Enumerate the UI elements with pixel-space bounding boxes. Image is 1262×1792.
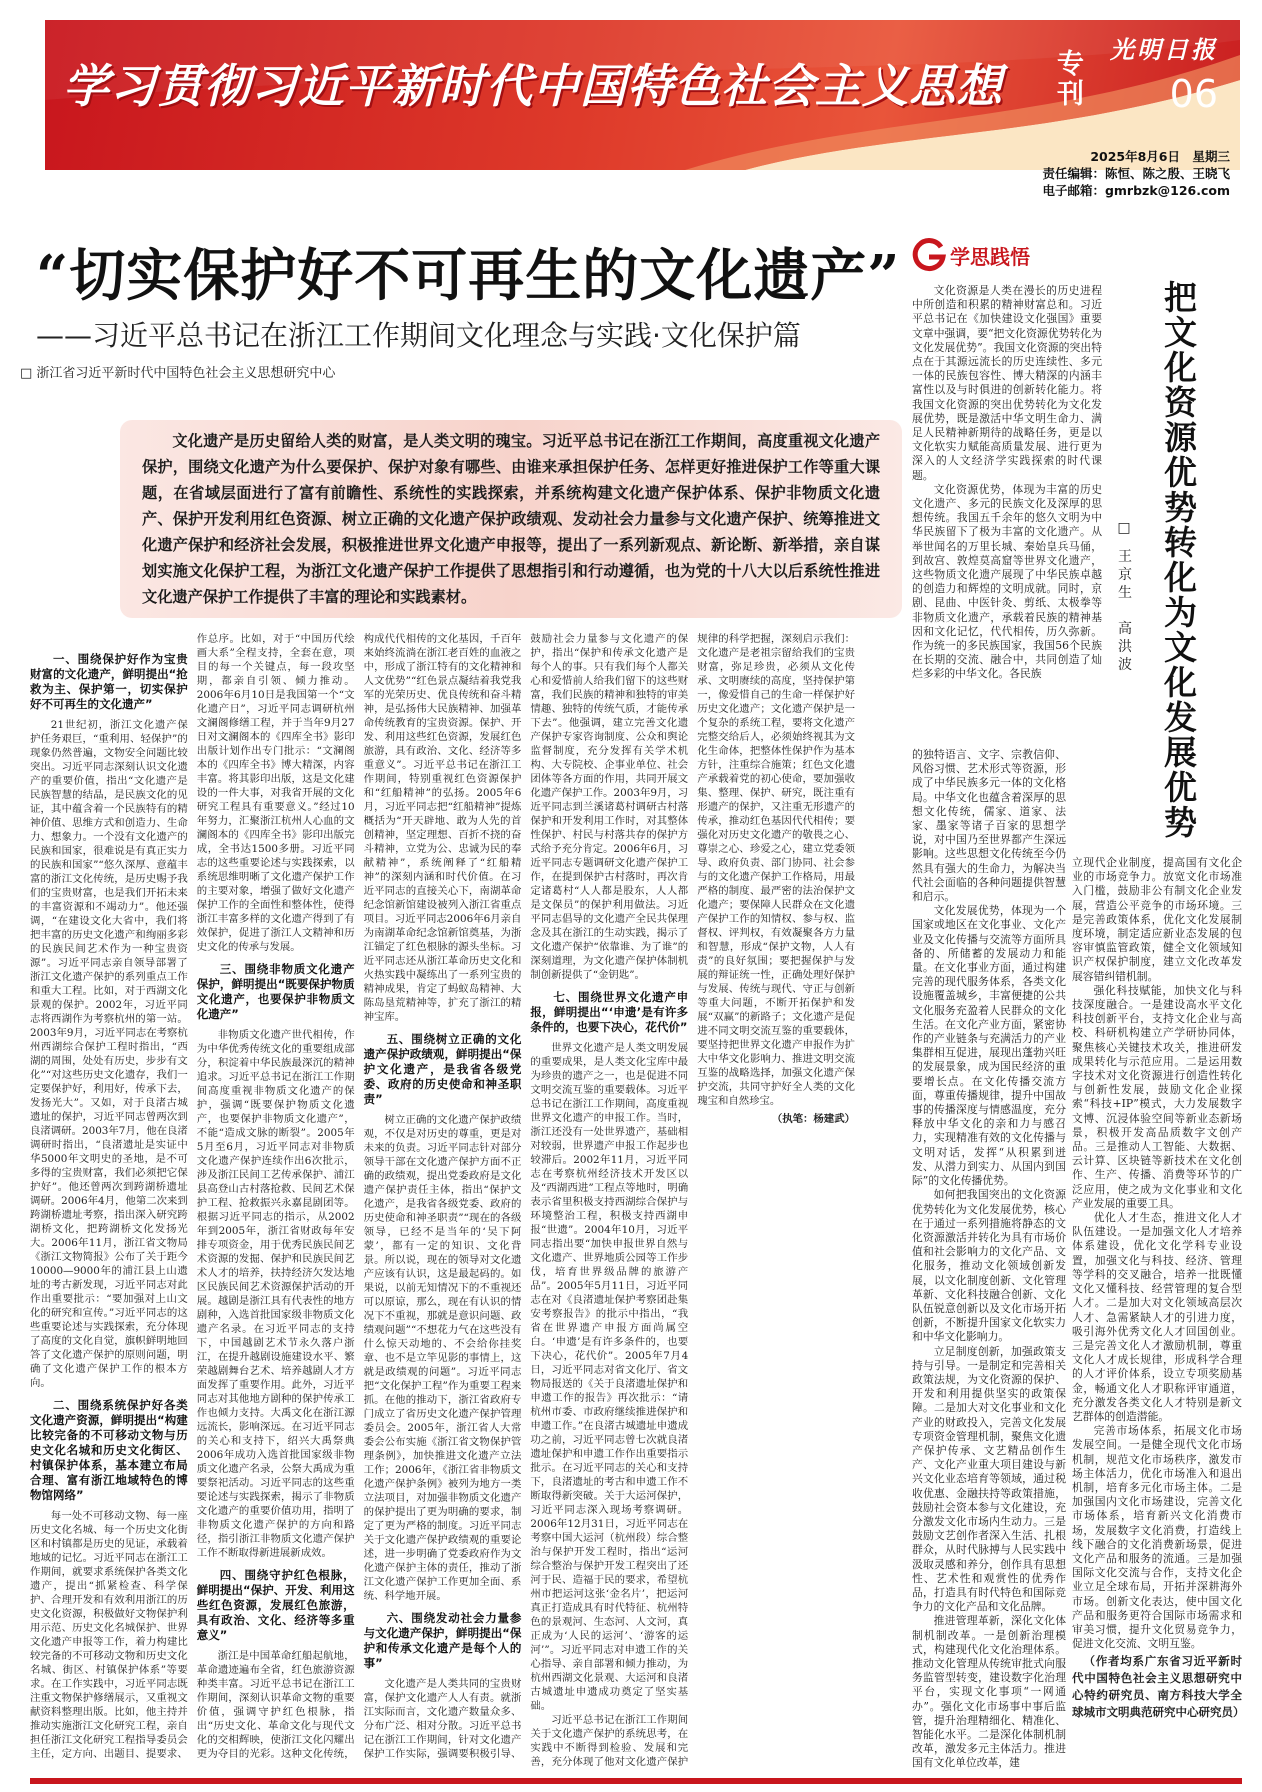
paragraph — [530, 1041, 688, 1713]
sidebar-column-left — [912, 748, 1066, 1771]
paragraph-part: 化遗产、世界地质公园等工作步伐，培育世界级品牌的旅游产品”。2005年5月11日，习近平同志在对《良渚遗址保护考察团赴集安考察报告》的批示中指出，“我省在世界遗产申报方面尚属空白。‘申遗’是有许多条件的，也要下决心，花代价”。2005年7月4日，习近平同志对省文化厅、省文物局报送的《关于良渚遗址保护和申遗工作的报告》再次批示：“请杭州市委、市政府继续推进保护和申遗工作。”在良渚古城遗址申遗成功之前，习近平同志曾七次就良渚遗址保护和申遗工作作出重要指示批示。在习近平同志的关心和支持下，良渚遗址的考古和申遗工作不断取得新突破。关于大运河保护，习近平同志深入现场考察调研。2006年12月31日，习近平同志在考察中国大运河（杭州段）综合整治与保护开发工程时，指出“运河综合整治与保护开发工程突出了还河于民、造福于民的要求，希望杭州市把运河这张‘金名片’，把运河真正打造成具有时代特征、杭州特色的景观河、生态河、人文河，真正成为‘人民的运河’、‘游客的运河’”。习近平同志对申遗工作的关心指导、亲自部署和倾力推动，为杭州西湖文化景观、大运河和良渚古城遗址申遗成功奠定了坚实基础。 — [530, 1252, 689, 1712]
subheadline: ——习近平总书记在浙江工作期间文化理念与实践·文化保护篇 — [36, 319, 801, 352]
author-bio: （作者均系广东省习近平新时代中国特色社会主义思想研究中心特约研究员、南方科技大学全球城市文明典范研究中心研究员） — [1072, 1654, 1245, 1720]
section-heading: 二、围绕系统保护好各类文化遗产资源，鲜明提出“构建比较完备的不可移动文物与历史文化名城和历史文化街区、村镇保护体系，基本建立布局合理、富有浙江地域特色的博物馆网络” — [30, 1398, 188, 1502]
paragraph-part: 移动文物和历史文化名城、街区、村镇保护体系”等要求。在工作实践中，习近平同志既注重文物保护修缮展示，又重视文献资料整理出版。比如，他主持并推动实施浙江文化研究工程，亲自担任浙江文化研究工程指导委员会主任，定方向、出题目、提要求、作总序。比如，对于“中国历代绘画大系”全程支持，全套在意，项目的每一个关键点，每一段攻坚期，都亲自引领、倾力推动。2006年6月10日是我国第一个“文化遗产日”，习近平同志调研杭州文澜阁修缮工程，并于当年9月27日对文澜阁本的《四库全书》影印出版计划作出专门批示：“文澜阁本的《四库全书》博大精深，内容丰富。将其影印出版，这是文化建设的一件大事，对我省开展的文化研究工程具有重要意义。”经过10年努力，汇聚浙江杭州人心血的文澜阁本的《四库全书》影印出版完成，全书达1500多册。习近平同志的这些重要论述与实践探索，以系统思维明晰了文化遗产保护工作的主要对象，增强了做好文化遗产保护工作的全面性和整体性，使得浙江丰富多样的文化遗产得到了有效保护，促进了浙江人文精神和历史文化的传承与发展。 — [30, 633, 355, 1760]
paragraph — [364, 1113, 522, 1603]
paragraph: 浙江是中国革命红船起航地，革命遗迹遍布全省，红色旅游资源种类丰富。习近平总书记在浙江工作期间，深刻认识革命文物的重要价值，强调守护红色根脉，指出“历史文化、革命文化与现代文化的交相辉映，使浙江文化闪耀出更为夺目的光彩。这种文化传统，构成代代相传的文化基因，千百年来始终流淌在浙江老百姓的血液之中，形成了浙江特有的文化精神和人文优势”“红色景点凝结着我党我军的光荣历史、优良传统和奋斗精神，是弘扬伟大民族精神、加强革命传统教育的宝贵资源。保护、开发、利用这些红色资源，发展红色旅游，具有政治、文化、经济等多重意义”。习近平总书记在浙江工作期间，特别重视红色资源保护和“红船精神”的弘扬。2005年6月，习近平同志把“红船精神”提炼概括为“开天辟地、敢为人先的首创精神，坚定理想、百折不挠的奋斗精神，立党为公、忠诚为民的奉献精神”，系统阐释了“红船精神”的深刻内涵和时代价值。在习近平同志的直接关心下，南湖革命纪念馆新馆建设被列入浙江省重点项目。习近平同志2006年6月亲自为南湖革命纪念馆新馆奠基，为浙江锚定了红色根脉的源头坐标。习近平同志还从浙江革命历史文化和火热实践中凝练出了一系列宝贵的精神成果，肯定了蚂蚁岛精神、大陈岛垦荒精神等，扩充了浙江的精神宝库。 — [196, 633, 522, 1760]
paragraph-part: 树立正确的文化遗产保护政绩观，不仅是对历史的尊重，更是对未来的负责。习近平同志针对部分领导干部在文化遗产保护方面不正确的政绩观，提出党委政府是文化遗产保护责任主体，指出“保护文化遗产，是我省各级党委、政府的历史使命和神圣职责”“现在的各级领导，已经不是当年的‘吴下阿蒙’，都有一定的知识、文化背景。所以说，现在的领导对文化遗产应该有认识，这是最起码的。如果说，以前无知情况下的不重视还可以原谅，那么，现在有认识的情况下不重视，那就是意识问题、政绩观问题”“不想花力气在这些没有什么惊天动地的、不会给你挂奖章、也不是立竿见影的事情上，这就是政绩观的问题”。习近平同志把“文化保护工程”作为重要工程来抓。在他的推动下，浙江省政府专门成立了省历 — [363, 1114, 522, 1420]
article-body — [30, 632, 855, 1772]
paragraph: 立足制度创新，加强政策支持与引导。一是制定和完善相关政策法规，为文化资源的保护、开发和利用提供坚实的政策保障。二是加大对文化事业和文化产业的财政投入，完善文化发展专项资金管理机制，聚焦文化遗产保护传承、文艺精品创作生产、文化产业重大项目建设与新兴文化业态培育等领域，通过税收优惠、金融扶持等政策措施，鼓励社会资本参与文化建设，充分激发文化市场内生动力。三是鼓励文艺创作者深入生活、扎根群众，从时代脉搏与人民实践中汲取灵感和养分，创作具有思想性、艺术性和观赏性的优秀作品，打造具有时代特色和国际竞争力的文化产品和文化品牌。 — [912, 1344, 1066, 1614]
paragraph-part: 每一处不可移动文物、每一座历史文化名城、每一个历史文化街区和村镇都是历史的见证，承载着地域的记忆。习近平同志在浙江工作期间，就要求系统保护各类文化遗产，提出“抓紧检查、科学保护、合理开发和有效利用浙江的历史文化资源，积极做好文物保护利用示范、历史文化名城保护、世界文化遗产申报等工作，着力构建比较完备的不可 — [30, 1510, 188, 1662]
issue-meta — [1042, 148, 1230, 199]
paragraph-part: 史文化遗产保护管理委员会。2005年，浙江省人大常委会公布实施《浙江省文物保护管理条例》，加快推进文化遗产立法工作；2006年，《浙江省非物质文化遗产保护条例》被列为地方一类立法项目，对加强非物质文化遗产的保护提出了更为明确的要求，制定了更为严格的制度。习近平同志关于文化遗产保护政绩观的重要论述，进一步明确了党委政府作为文化遗产保护主体的责任，推动了浙江文化遗产保护工作更加全面、系统、科学地开展。 — [363, 1408, 522, 1602]
paragraph-part: 浙江非物质文化遗产保护工作不断取得新进展新成效。 — [196, 1533, 355, 1559]
paragraph: 文化资源是人类在漫长的历史进程中所创造和积累的精神财富总和。习近平总书记在《加快建设文化强国》重要文章中强调，要“把文化资源优势转化为文化发展优势”。我国文化资源的突出特点在于其源远流长的历史连续性、多元一体的民族包容性、博大精深的内涵丰富性以及与时俱进的创新转化能力。将我国文化资源的突出优势转化为文化发展优势，既是激活中华文明生命力、满足人民精神新期待的战略任务，更是以文化软实力赋能高质量发展、进行更为深入的人文经济学实践探索的时代课题。 — [912, 284, 1102, 482]
page-number: 06 — [1169, 72, 1218, 116]
paragraph: 立现代企业制度，提高国有文化企业的市场竞争力。放宽文化市场准入门槛，鼓励非公有制文化企业发展，营造公平竞争的市场环境。三是完善政策体系，优化文化发展制度环境，制定适应新业态发展的包容审慎监管政策，健全文化领域知识产权保护制度，建立文化改革发展容错纠错机制。 — [1072, 856, 1242, 983]
paragraph: 如何把我国突出的文化资源优势转化为文化发展优势，核心在于通过一系列措施将静态的文化资源激活并转化为具有市场价值和社会影响力的文化产品、文化服务，推动文化领域创新发展，以文化制度创新、文化管理革新、文化科技融合创新、文化队伍锐意创新以及文化市场开拓创新，不断提升国家文化软实力和中华文化影响力。 — [912, 1188, 1066, 1344]
paragraph: 文化遗产是人类共同的宝贵财富，保护文化遗产人人有责。就浙江实际而言，文化遗产数量众多、分布广泛、相对分散。习近平总书记在浙江工作期间，针对文化遗产保护工作实际，强调要积极引导、鼓励社会力量参与文化遗产的保护，指出“保护和传承文化遗产是每个人的事。只有我们每个人都关心和爱惜前人给我们留下的这些财富，我们民族的精神和独特的审美情趣、独特的传统气质，才能传承下去”。他强调，建立完善文化遗产保护专家咨询制度、公众和舆论监督制度，充分发挥有关学术机构、大专院校、企事业单位、社会团体等各方面的作用，共同开展文化遗产保护工作。2003年9月，习近平同志到兰溪诸葛村调研古村落保护和开发利用工作时，对其整体性保护、村民与村落共存的保护方式给予充分肯定。2006年6月，习近平同志专题调研文化遗产保护工作，在提到保护古村落时，再次肯定诸葛村“人人都是股东，人人都是文保员”的保护利用做法。习近平同志倡导的文化遗产全民共保理念及其在浙江的生动实践，揭示了文化遗产保护“依靠谁、为了谁”的深刻道理，为文化遗产保护体制机制创新提供了“金钥匙”。 — [363, 633, 689, 1760]
paragraph: 完善市场体系，拓展文化市场发展空间。一是健全现代文化市场机制，规范文化市场秩序，激发市场主体活力，优化市场准入和退出机制，培育多元化市场主体。二是加强国内文化市场建设，完善文化市场体系，培育新兴文化消费市场，发展数字文化消费，打造线上线下融合的文化消费新场景，促进文化产品和服务的流通。三是加强国际文化交流与合作，支持文化企业立足全球布局，开拓并深耕海外市场。创新文化表达，使中国文化产品和服务更符合国际市场需求和审美习惯，提升文化贸易竞争力，促进文化交流、文明互鉴。 — [1072, 1424, 1242, 1651]
column-name: 学思践悟 — [950, 244, 1030, 269]
newspaper-logo: 光明日报 — [1110, 35, 1218, 64]
byline: □ 浙江省习近平新时代中国特色社会主义思想研究中心 — [20, 366, 336, 381]
paragraph: 强化科技赋能，加快文化与科技深度融合。一是建设高水平文化科技创新平台，支持文化企业与高校、科研机构建立产学研协同体，聚焦核心关键技术攻关，推进研发成果转化与示范应用。二是运用数字技术对文化资源进行创造性转化与创新性发展，鼓励文化企业探索“科技+IP”模式，大力发展数字文博、沉浸体验空间等新业态新场景，积极开发高品质数字文创产品。三是推动人工智能、大数据、云计算、区块链等新技术在文化创作、生产、传播、消费等环节的广泛应用，使之成为文化事业和文化产业发展的重要工具。 — [1072, 983, 1242, 1210]
editor-email: 电子邮箱：gmrbzk@126.com — [1042, 183, 1230, 198]
paragraph — [197, 1028, 355, 1560]
paragraph: 文化资源优势，体现为丰富的历史文化遗产、多元的民族文化及深厚的思想传统。我国五千余年的悠久文明为中华民族留下了极为丰富的文化遗产。从举世闻名的万里长城、秦始皇兵马俑，到故宫、敦煌莫高窟等世界文化遗产，这些物质文化遗产展现了中华民族卓越的创造力和辉煌的文明成就。同时，京剧、昆曲、中医针灸、剪纸、太极拳等非物质文化遗产，承载着民族的精神基因和文化记忆，代代相传，历久弥新。作为统一的多民族国家，我国56个民族在长期的交流、融合中，共同创造了灿烂多彩的中华文化。各民族 — [912, 482, 1102, 681]
paragraph: 优化人才生态，推进文化人才队伍建设。一是加强文化人才培养体系建设，优化文化学科专业设置，加强文化与科技、经济、管理等学科的交叉融合，培养一批既懂文化又懂科技、经营管理的复合型人才。二是加大对文化领域高层次人才、急需紧缺人才的引进力度，吸引海外优秀文化人才回国创业。三是完善文化人才激励机制，尊重文化人才成长规律，形成科学合理的人才评价体系，设立专项奖励基金，畅通文化人才职称评审通道，充分激发各类文化人才特别是新文艺群体的创造潜能。 — [1072, 1211, 1242, 1423]
paragraph-part: 非物质文化遗产世代相传，作为中华优秀传统文化的重要组成部分，积淀着中华民族最深沉的精神追求。习近平总书记在浙江工作期间高度重视非物质文化遗产的保护，强调“既要保护物质文化遗产，也要保护非物质文化遗产”，不能“造成文脉的断裂”。2005年5月至6月，习近平同志对非物质文化遗产保护连续作出6次批示，涉及浙江民间工艺传承保护、浦江县高登山古村落抢救、民间艺术保护工程、抢救振兴永嘉昆剧团等。根据习近平同志的指示，从2002年到2005年，浙江省财政每年安排专项资金，用于优秀民族民间艺术资源的发掘、保护和民族民间艺术人才的培养，扶持经济欠发达地区民族民间艺术资源保护活动的开展。越剧是浙江具有代表性的地方剧种，入选首批国家级非物质文化遗产名录。在习近平同志的支持下，中国越剧艺术节永久落户浙江，在提升越剧设施建设水平、繁荣越剧舞台艺术、培养越剧人才方面发挥了重要作用。此外，习近平同志对其他地方剧种的保护传承工作也倾力支持。大禹文化在浙江源远流长，影响深远。在习近平同志的关心和支持下，绍兴大禹祭典2006年成功入选首批国家级非物质文化遗产名录，公祭大禹成为重要祭祀活动。习近平同志的这些重要论述与实践探索，揭示了非物质文化遗产的重要价值功用，指明了非物质文化遗产保护的方向和路径，指引 — [196, 1029, 355, 1545]
paragraph-part: 世界文化遗产是人类文明发展的重要成果，是人类文化宝库中最为珍贵的遗产之一，也是促进不同文明交流互鉴的重要载体。习近平总书记在浙江工作期间，高度重视世界文化遗产的申报工作。当时，浙江还没有一处世界遗产，基础相对较弱，世界遗产申报工作起步也较滞后。2002年11月，习近平同志在考察杭州经济技术开发区以及“西湖西进”工程点等地时，明确表示省里积极支持西湖综合保护与环境整治工程，积极支持西湖申报“世遗”。2004年10月，习近平同志指出要“加快申报世界自然与文 — [530, 1042, 689, 1264]
issue-date: 2025年8月6日 星期三 — [1090, 149, 1230, 164]
footer-rule — [30, 1778, 1242, 1784]
section-heading: 四、围绕守护红色根脉，鲜明提出“保护、开发、利用这些红色资源，发展红色旅游，具有政治、文化、经济等多重意义” — [196, 1568, 355, 1642]
paragraph: 的独特语言、文字、宗教信仰、风俗习惯、艺术形式等资源，形成了中华民族多元一体的文化格局。中华文化也蕴含着深厚的思想文化传统，儒家、道家、法家、墨家等诸子百家的思想学说，对中国乃至世界都产生深远影响。这些思想文化传统至今仍然具有强大的生命力，为解决当代社会面临的各种问题提供智慧和启示。 — [912, 748, 1066, 904]
sidebar-authors: □ 王京生 高洪波 — [1116, 520, 1132, 675]
column-logo — [912, 238, 1030, 272]
section-heading: 五、围绕树立正确的文化遗产保护政绩观，鲜明提出“保护文化遗产，是我省各级党委、政府的历史使命和神圣职责” — [363, 1032, 522, 1106]
section-heading: 一、围绕保护好作为宝贵财富的文化遗产，鲜明提出“抢救为主、保护第一，切实保护好不可再生的文化遗产” — [30, 652, 188, 711]
section-heading: 七、围绕世界文化遗产申报，鲜明提出“‘申遗’是有许多条件的，也要下决心，花代价” — [530, 990, 689, 1034]
sidebar-column-right — [1072, 856, 1245, 1721]
sidebar-upper — [912, 284, 1102, 746]
banner-title: 学习贯彻习近平新时代中国特色社会主义思想 — [63, 59, 1003, 113]
headline: “切实保护好不可再生的文化遗产” — [36, 243, 901, 309]
author-signature: （执笔：杨建武） — [771, 1113, 855, 1125]
sidebar-title: 把文化资源优势转化为文化发展优势 — [1159, 280, 1198, 840]
paragraph: 习近平总书记在浙江工作期间关于文化遗产保护的系统思考，在实践中不断得到检验、发展和完善，充分体现了他对文化遗产保护规律的科学把握，深刻启示我们：文化遗产是老祖宗留给我们的宝贵财富，弥足珍贵，必须从文化传承、文明赓续的高度，坚持保护第一，像爱惜自己的生命一样保护好历史文化遗产；文化遗产保护是一个复杂的系统工程，要将文化遗产完整交给后人，必须始终视其为文化生命体，把整体性保护作为基本方针，注重综合施策；红色文化遗产承载着党的初心使命，要加强收集、整理、保护、研究，既注重有形遗产的保护，又注重无形遗产的传承，推动红色基因代代相传；要强化对历史文化遗产的敬畏之心、尊崇之心、珍爱之心，建立党委领导、政府负责、部门协同、社会参与的文化遗产保护工作格局，用最严格的制度、最严密的法治保护文化遗产；要保障人民群众在文化遗产保护工作的知情权、参与权、监督权、评判权，有效凝聚各方力量和智慧，形成“保护文物，人人有责”的良好氛围；要把握保护与发展的辩证统一性，正确处理好保护与发展、传统与现代、守正与创新等重大问题，不断开拓保护和发展“双赢”的新路子；文化遗产是促进不同文明交流互鉴的重要载体，要坚持把世界文化遗产申报作为扩大中华文化影响力、推进文明交流互鉴的战略选择，加强文化遗产保护交流，共同守护好全人类的文化瑰宝和自然珍宝。 — [530, 633, 855, 1768]
banner-tag: 专刊 — [1057, 49, 1084, 110]
paragraph: 21世纪初，浙江文化遗产保护任务艰巨，“重利用、轻保护”的现象仍然普遍，文物安全问题比较突出。习近平同志深刻认识文化遗产的重要价值，指出“文化遗产是民族智慧的结晶，是民族文化的见证，其中蕴含着一个民族特有的精神价值、思维方式和创造力、生命力、想象力。一个没有文化遗产的民族和国家，很难说是有真正实力的民族和国家”“悠久深厚、意蕴丰富的浙江文化传统，是历史赐予我们的宝贵财富，也是我们开拓未来的丰富资源和不竭动力”。他还强调，“在建设文化大省中，我们将把丰富的历史文化遗产和绚丽多彩的民族民间艺术作为一种宝贵资源”。习近平同志亲自领导部署了浙江文化遗产保护的系列重点工作和重大工程。比如，对于西湖文化景观的保护。2002年，习近平同志将西湖作为考察杭州的第一站。2003年9月，习近平同志在考察杭州西湖综合保护工程时指出，“西湖的周围，处处有历史，步步有文化”“对这些历史文化遗存，我们一定要保护好，利用好，传承下去，发扬光大”。又如，对于良渚古城遗址的保护，习近平同志曾两次到良渚调研。2003年7月，他在良渚调研时指出，“良渚遗址是实证中华5000年文明史的圣地，是不可多得的宝贵财富，我们必须把它保护好”。他还曾两次到跨湖桥遗址调研。2006年4月，他第二次来到跨湖桥遗址考察，指出深入研究跨湖桥文化，把跨湖桥文化发扬光大。2006年11月，浙江省文物局《浙江文物简报》公布了关于距今10000—9000年的浦江县上山遗址的考古新发现，习近平同志对此作出重要批示：“要加强对上山文化的研究和宣传。”习近平同志的这些重要论述与实践探索，充分体现了高度的文化自觉，旗帜鲜明地回答了文化遗产保护的原则问题，明确了文化遗产保护工作的根本方向。 — [30, 719, 188, 1389]
intro-lead: 文化遗产是历史留给人类的财富，是人类文明的瑰宝。习近平总书记在浙江工作期间，高度重视文化遗产保护，围绕文化遗产为什么要保护、保护对象有哪些、由谁来承担保护任务、怎样更好推进保护工作等重大课题，在省域层面进行了富有前瞻性、系统性的实践探索，并系统构建文化遗产保护体系、保护非物质文化遗产、保护开发利用红色资源、树立正确的文化遗产保护政绩观、发动社会力量参与文化遗产保护、统筹推进文化遗产保护和经济社会发展，积极推进世界文化遗产申报等，提出了一系列新观点、新论断、新举措，亲自谋划实施文化保护工程，为浙江文化遗产保护工作提供了思想指引和行动遵循，也为党的十八大以后系统性推进文化遗产保护工作提供了丰富的理论和实践素材。 — [120, 420, 902, 618]
section-heading: 六、围绕发动社会力量参与文化遗产保护，鲜明提出“保护和传承文化遗产是每个人的事” — [363, 1611, 522, 1670]
paragraph: 推进管理革新，深化文化体制机制改革。一是创新治理模式，构建现代化文化治理体系。推动文化管理从传统审批式向服务监管型转变，建设数字化治理平台，实现文化事项“一网通办”。强化文化市场事中事后监管，提升治理精细化、精准化、智能化水平。二是深化体制机制改革，激发多元主体活力。推进国有文化单位改革，建 — [912, 1614, 1066, 1770]
paragraph: 文化发展优势，体现为一个国家或地区在文化事业、文化产业及文化传播与交流等方面所具备的、所储蓄的发展动力和能量。在文化事业方面，通过构建完善的现代服务体系，各类文化设施覆盖城乡，丰富便捷的公共文化服务充盈着人民群众的文化生活。在文化产业方面，紧密协作的产业链条与充满活力的产业集群相互促进，展现出蓬勃兴旺的发展景象，成为国民经济的重要增长点。在文化传播交流方面，尊重传播规律，提升中国故事的传播深度与情感温度，充分释放中华文化的亲和力与感召力，实现精准有效的文化传播与文明对话，发挥“从积累到迸发、从潜力到实力、从国内到国际”的文化传播优势。 — [912, 904, 1066, 1188]
editors: 责任编辑：陈恒、陈之殷、王晓飞 — [1042, 166, 1230, 181]
section-heading: 三、围绕非物质文化遗产保护，鲜明提出“既要保护物质文化遗产，也要保护非物质文化遗产” — [196, 962, 355, 1021]
g-logo-icon — [912, 238, 946, 272]
